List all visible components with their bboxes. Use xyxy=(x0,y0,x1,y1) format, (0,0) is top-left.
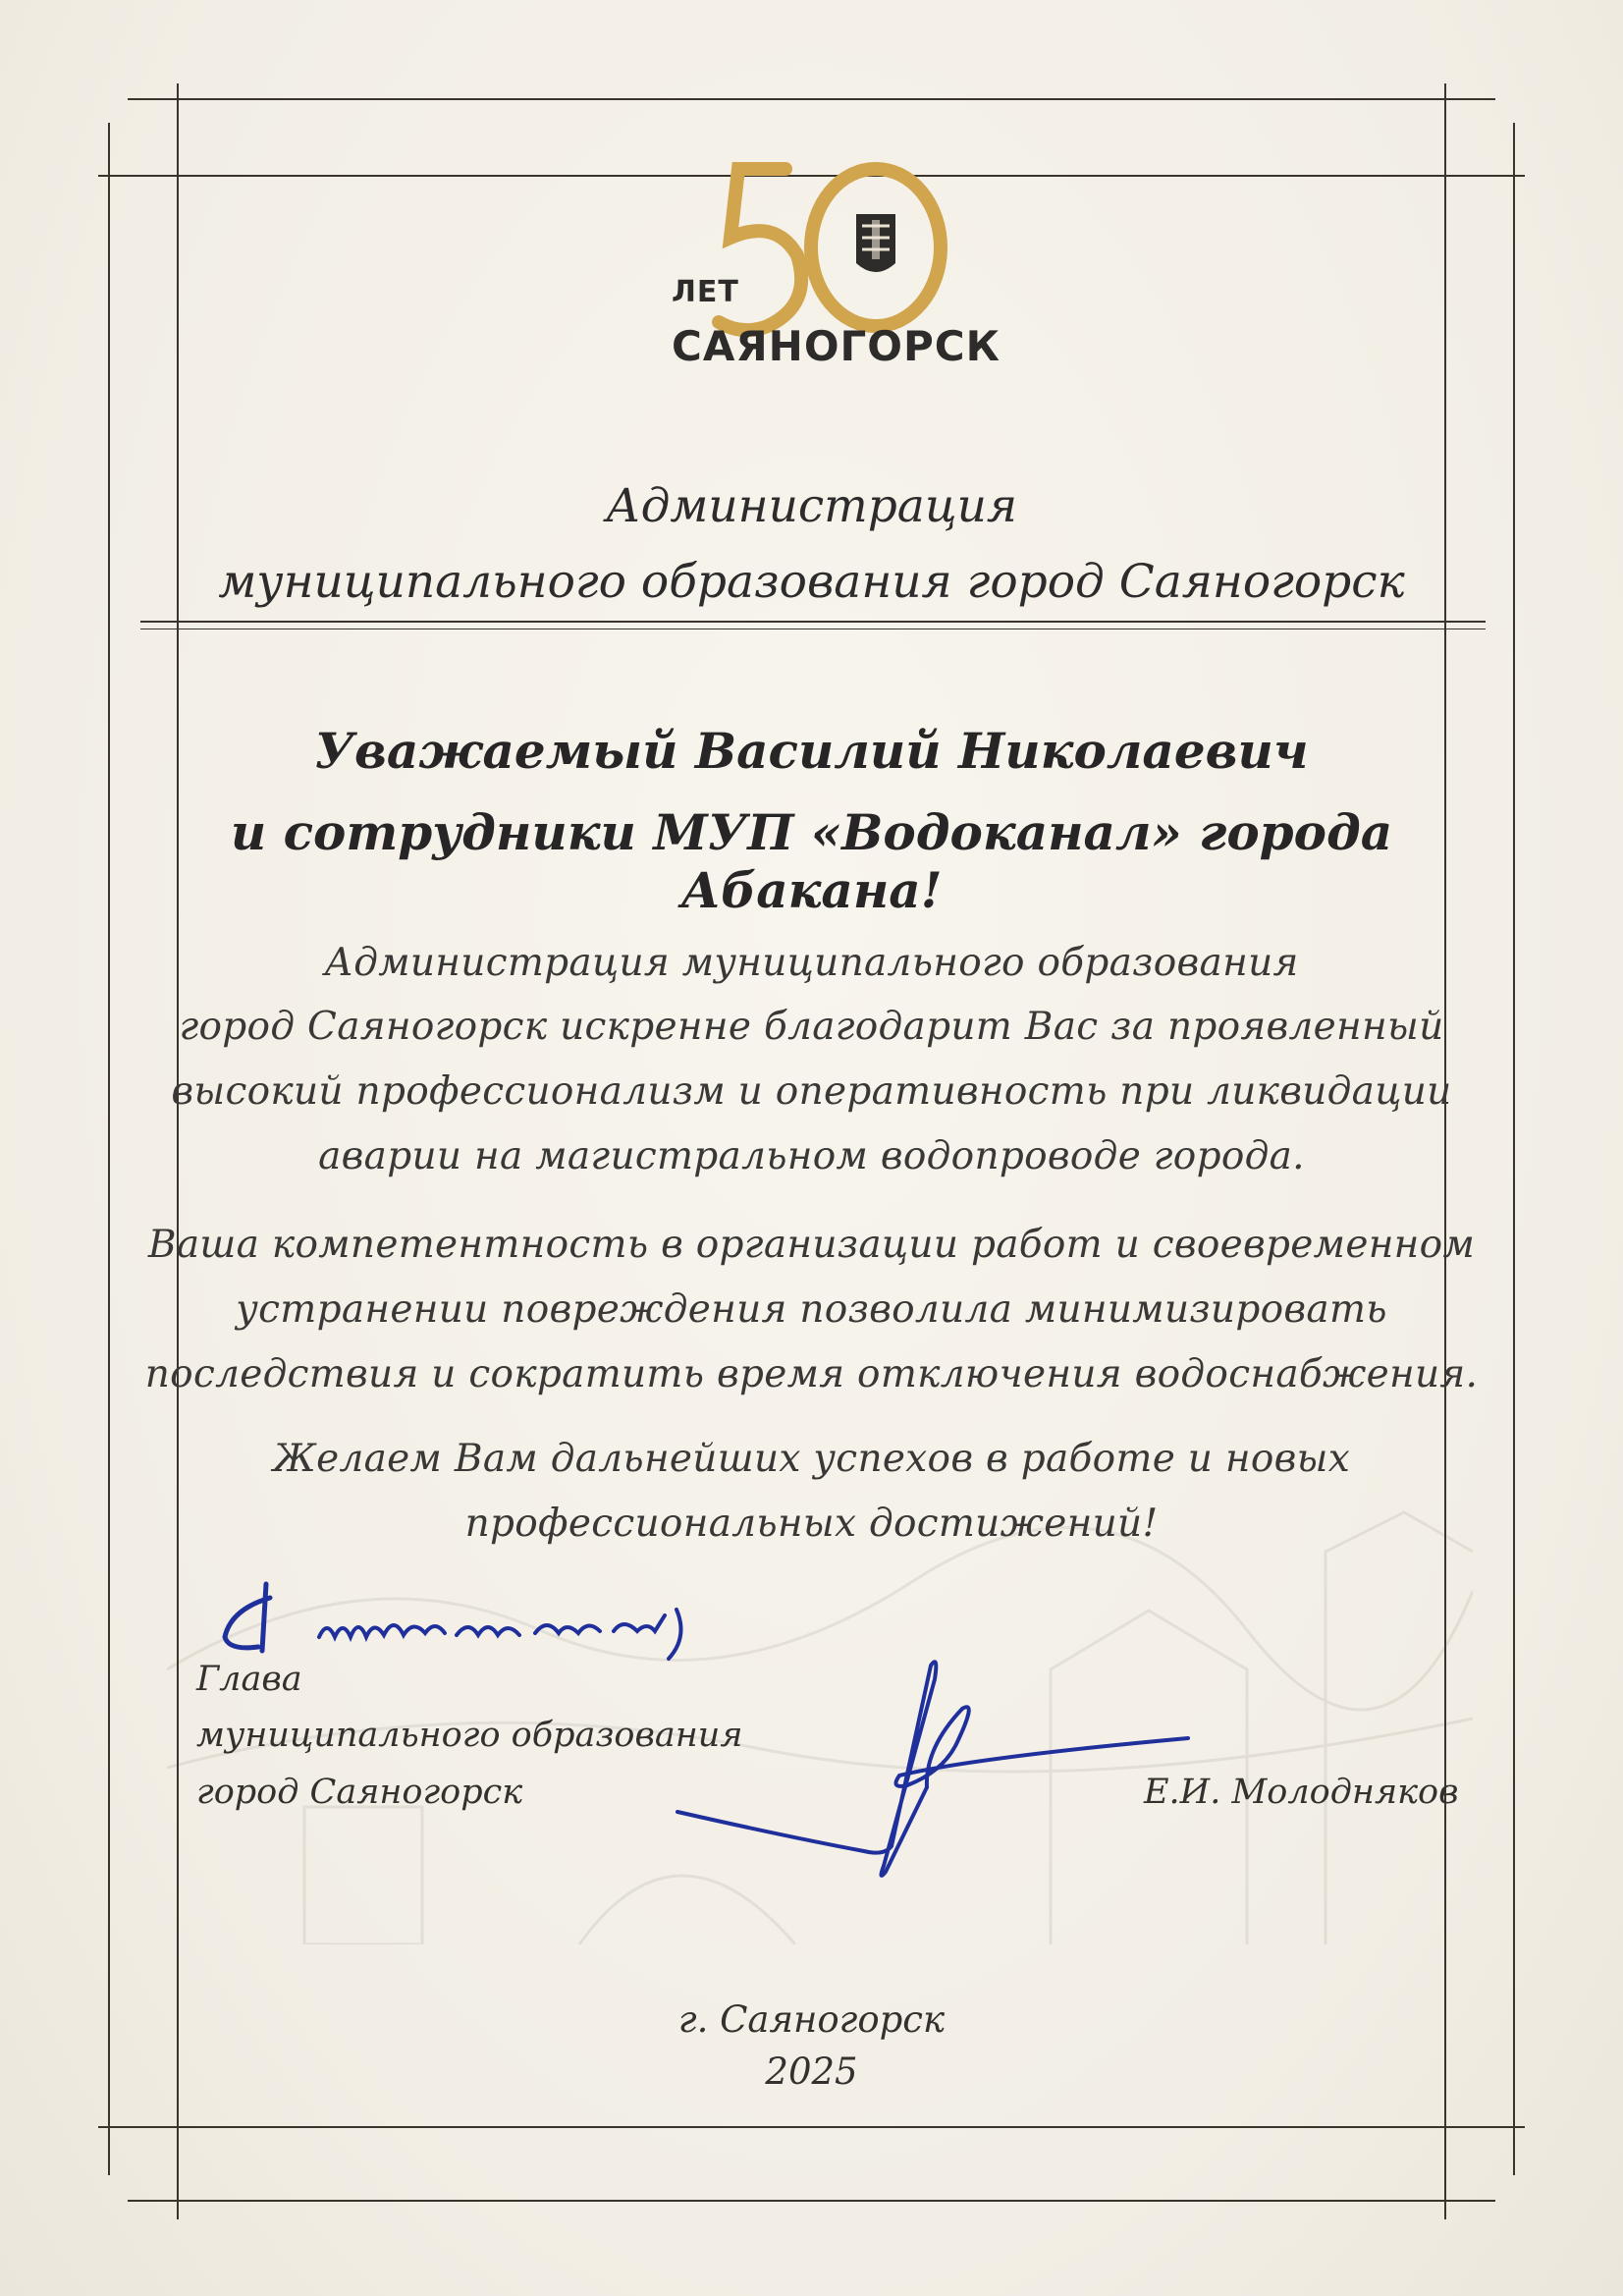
org-title-line1: Администрация xyxy=(605,479,1018,533)
body-line: Администрация муниципального образования xyxy=(324,941,1299,985)
body-line: Ваша компетентность в организации работ и своевременном xyxy=(147,1223,1476,1267)
body-line: аварии на магистральном водопроводе города. xyxy=(318,1134,1305,1178)
org-title-line2: муниципального образования город Саяногорск xyxy=(218,555,1405,609)
header-rule-top xyxy=(140,621,1486,623)
greeting-line1: Уважаемый Василий Николаевич xyxy=(314,722,1309,780)
body-line: Желаем Вам дальнейших успехов в работе и новых xyxy=(272,1437,1351,1481)
body-line: высокий профессионализм и оперативность при ликвидации xyxy=(171,1069,1452,1114)
frame-inner-bottom xyxy=(98,2126,1525,2128)
footer-city: г. Саяногорск xyxy=(677,1998,946,2041)
logo-years-label: ЛЕТ xyxy=(672,275,739,309)
body-line: профессиональных достижений! xyxy=(464,1502,1159,1546)
frame-outer-top xyxy=(128,98,1495,100)
greeting-line2: и сотрудники МУП «Водоканал» города Абакана! xyxy=(230,803,1393,919)
frame-outer-bottom xyxy=(128,2200,1495,2202)
signatory-title-line2: муниципального образования xyxy=(196,1716,743,1755)
signatory-name: Е.И. Молодняков xyxy=(1144,1773,1459,1812)
signatory-title-line1: Глава xyxy=(196,1660,302,1699)
body-line: устранении повреждения позволила минимизировать xyxy=(236,1287,1387,1332)
footer-year: 2025 xyxy=(765,2050,858,2093)
anniversary-logo xyxy=(648,157,1001,373)
handwritten-signature xyxy=(668,1650,1198,1886)
signatory-title-line3: город Саяногорск xyxy=(196,1773,523,1812)
body-line: город Саяногорск искренне благодарит Вас за проявленный xyxy=(179,1005,1444,1049)
body-line: последствия и сократить время отключения водоснабжения. xyxy=(144,1352,1479,1396)
logo-city-name: САЯНОГОРСК xyxy=(672,322,1001,370)
